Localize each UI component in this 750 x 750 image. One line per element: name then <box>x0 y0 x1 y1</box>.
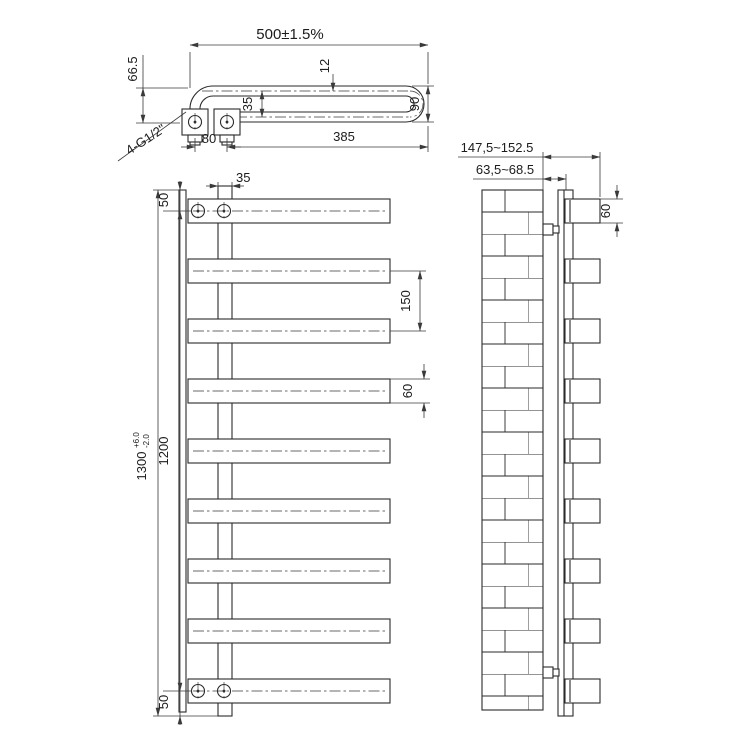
dim-label-66-5: 66.5 <box>125 56 140 82</box>
dim-bar-height-front <box>390 364 430 418</box>
dim-label-500: 500±1.5% <box>256 26 324 43</box>
dim-label-12: 12 <box>317 58 332 74</box>
dim-label-150: 150 <box>398 290 413 312</box>
dim-label-147: 147,5~152.5 <box>460 140 534 155</box>
front-view <box>132 170 430 725</box>
dim-label-90: 90 <box>407 96 422 112</box>
dim-label-tol-plus: +6.0 <box>132 432 141 448</box>
brick-wall <box>482 190 543 710</box>
dim-end-offset <box>125 55 188 123</box>
dim-top-inset <box>156 181 180 211</box>
dim-bar-depth-side <box>598 185 623 237</box>
dim-label-50-bottom: 50 <box>156 694 171 710</box>
dim-label-35-top: 35 <box>240 96 255 112</box>
dim-wall-to-center <box>473 162 566 190</box>
dim-depth-90 <box>407 86 434 122</box>
dim-bottom-inset <box>156 691 180 725</box>
front-bars <box>188 199 390 703</box>
dim-label-63: 63,5~68.5 <box>475 162 535 177</box>
dim-top-width <box>190 26 428 88</box>
dim-label-60-side: 60 <box>598 203 613 219</box>
dim-label-tol-minus: -2.0 <box>142 434 151 448</box>
dim-label-35-front: 35 <box>236 170 251 185</box>
dim-mounting-height <box>156 211 192 691</box>
dim-bar-pitch <box>390 271 426 331</box>
side-view <box>458 140 623 716</box>
dim-label-1200: 1200 <box>156 436 171 466</box>
thread-note <box>118 112 186 161</box>
top-view <box>118 26 434 161</box>
wall-bracket-bottom <box>543 667 559 678</box>
dim-tube-gap <box>240 91 262 117</box>
thread-label: 4-G1/2" <box>122 120 169 158</box>
dim-label-385: 385 <box>333 129 355 144</box>
dim-label-80: 80 <box>201 131 217 146</box>
dim-label-60-front: 60 <box>400 383 415 399</box>
wall-bracket-top <box>543 224 559 235</box>
dim-label-1300: 1300 <box>134 451 149 481</box>
side-bars <box>565 199 600 703</box>
dim-label-50-top: 50 <box>156 192 171 208</box>
